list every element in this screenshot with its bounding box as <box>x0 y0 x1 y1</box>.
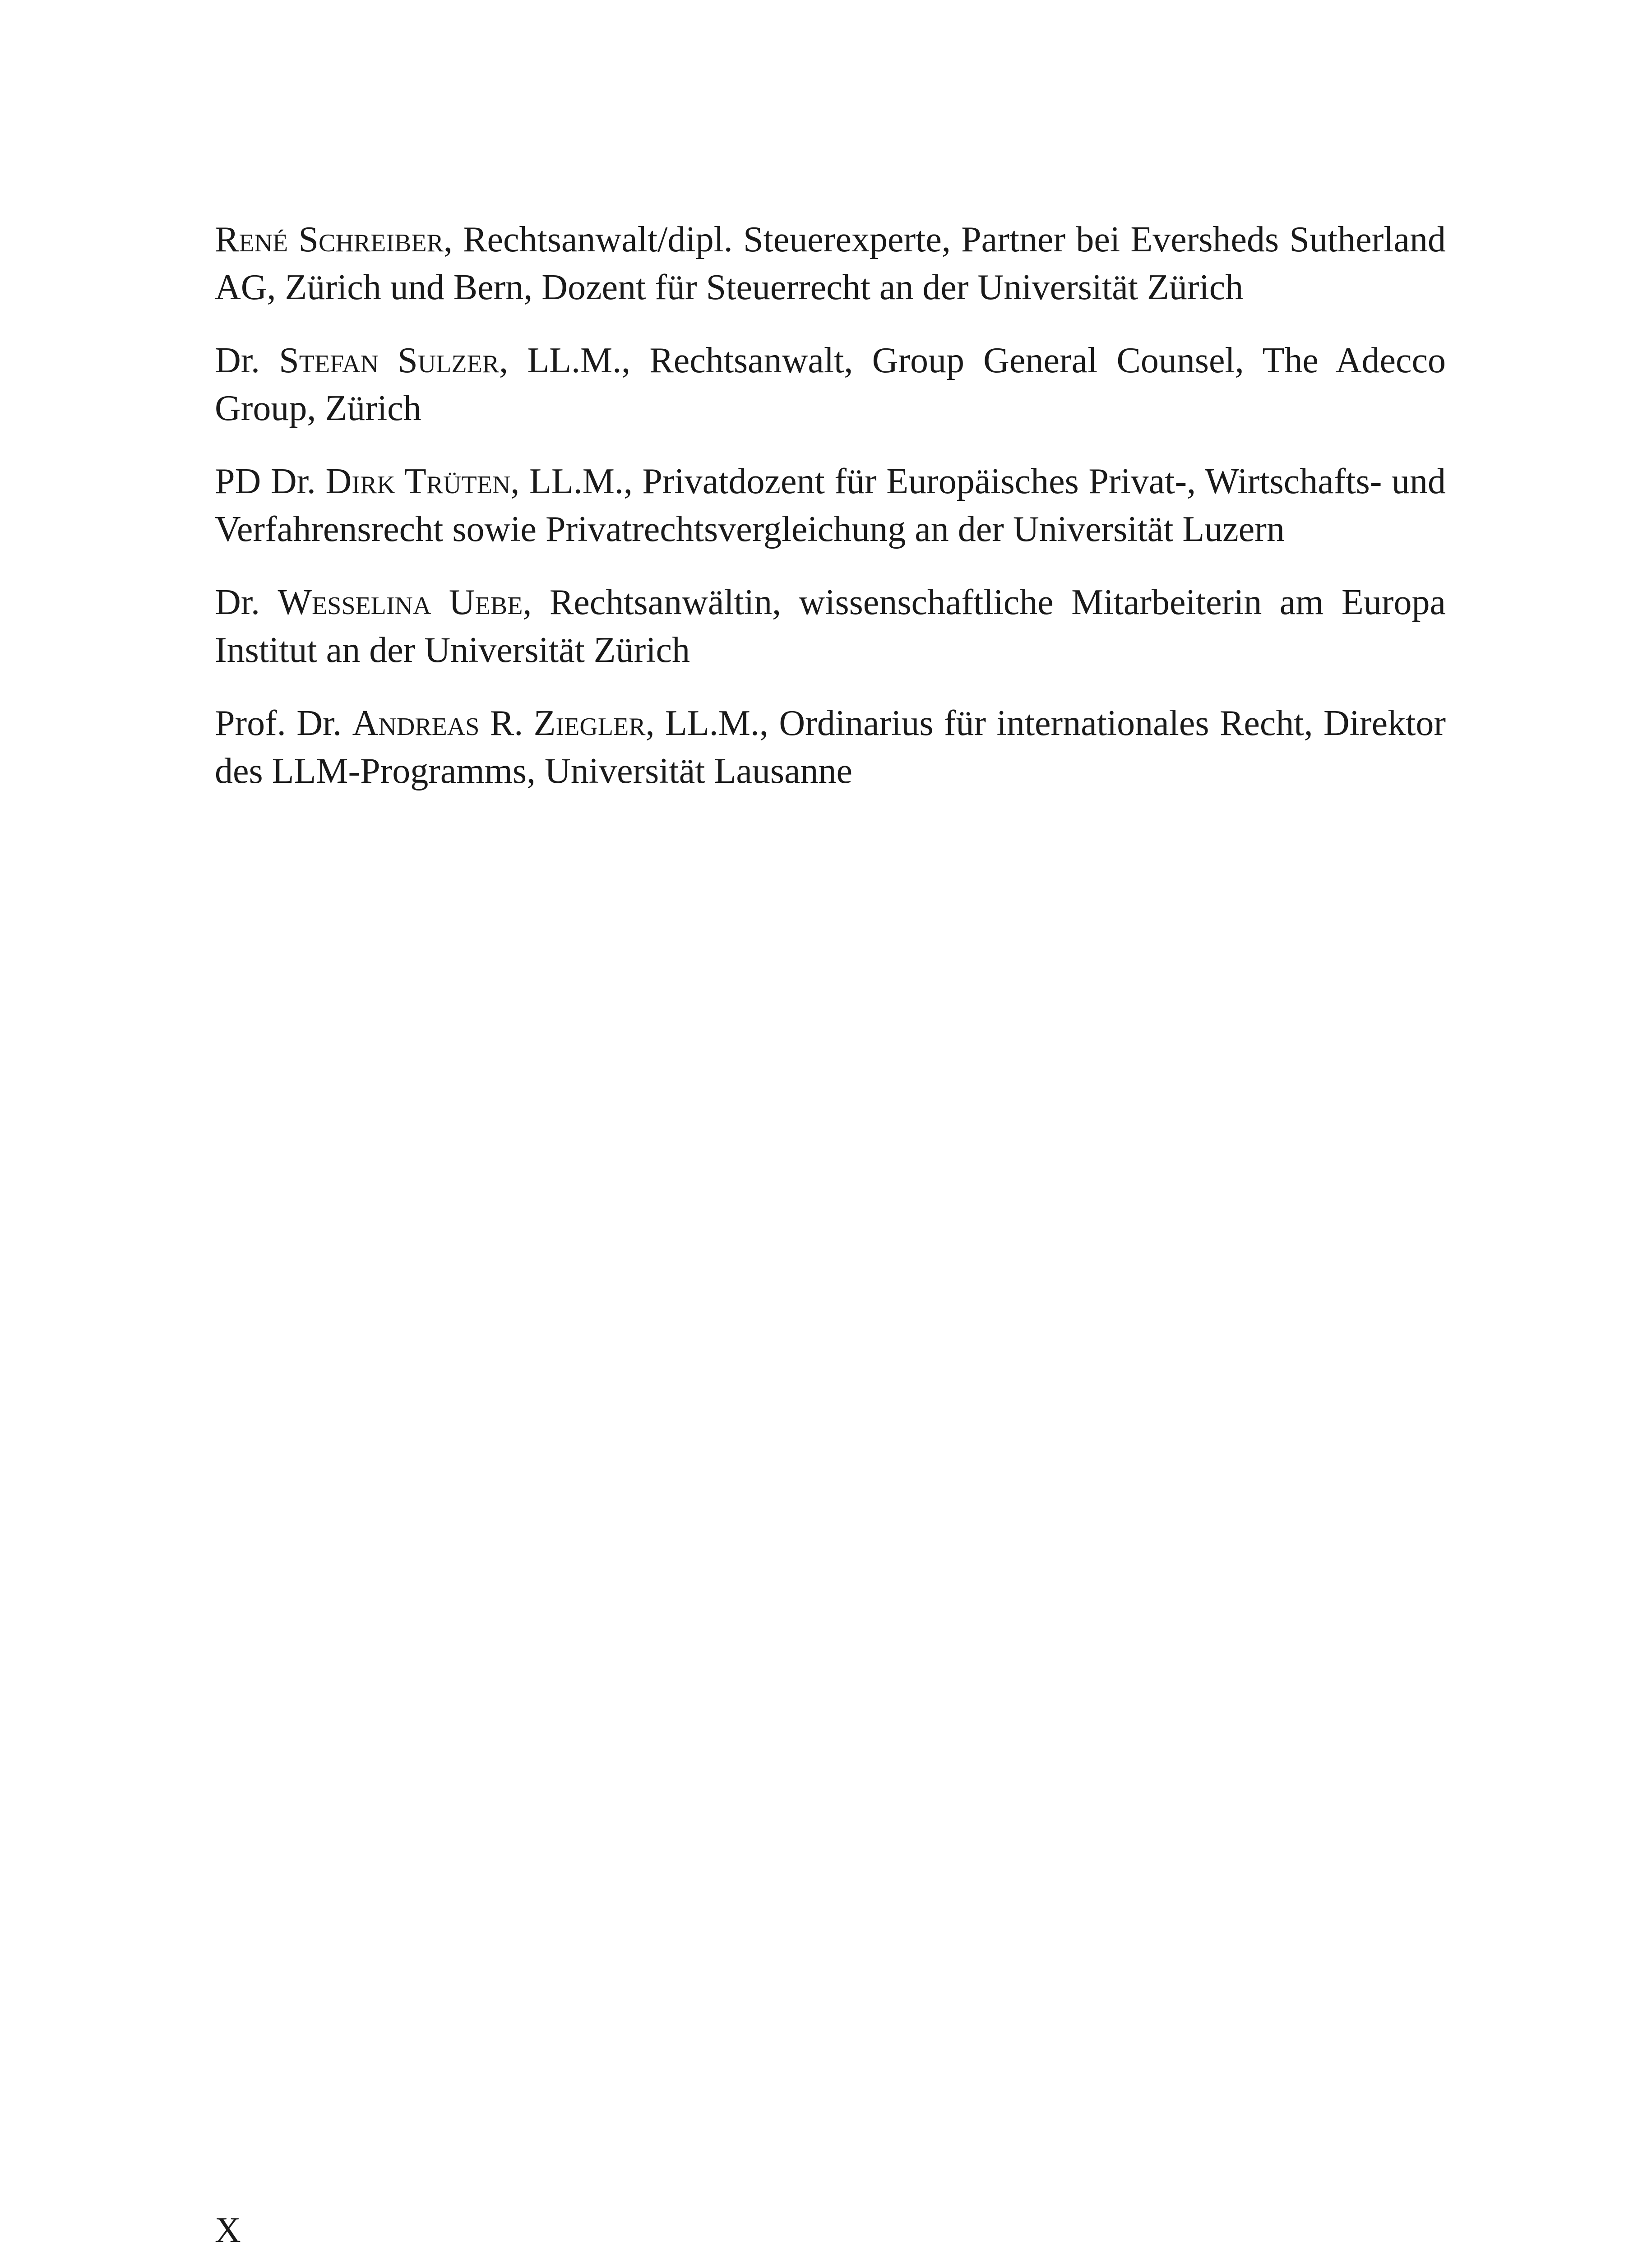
contributor-prefix: Dr. <box>215 341 279 380</box>
page-number: X <box>215 2210 241 2250</box>
contributor-prefix: PD Dr. <box>215 462 326 501</box>
contributor-entry <box>215 578 1446 674</box>
contributor-prefix: Dr. <box>215 582 278 622</box>
contributor-entry <box>215 337 1446 432</box>
contributor-description: , LL.M., Rechtsanwalt, Group General Counsel, The Adecco Group, Zürich <box>215 341 1446 428</box>
contributor-list <box>215 216 1446 820</box>
contributor-name: Stefan Sulzer <box>279 341 500 380</box>
contributor-name: Dirk Trüten <box>325 462 511 501</box>
contributor-entry <box>215 699 1446 795</box>
contributor-name: Andreas R. Ziegler <box>352 703 646 743</box>
contributor-entry <box>215 458 1446 553</box>
contributor-name: René Schreiber <box>215 220 444 259</box>
contributor-description: , LL.M., Privatdozent für Europäisches Privat-, Wirtschafts- und Verfahrensrecht sowie Privatrechtsvergleichung an der Universität Luzern <box>215 462 1446 549</box>
contributor-name: Wesselina Uebe <box>278 582 523 622</box>
contributor-prefix: Prof. Dr. <box>215 703 352 743</box>
contributor-description: , Rechtsanwältin, wissenschaftliche Mitarbeiterin am Europa Institut an der Universität Zürich <box>215 582 1446 670</box>
contributor-description: , LL.M., Ordinarius für internationales Recht, Direktor des LLM-Programms, Universität Lausanne <box>215 703 1446 791</box>
contributor-description: , Rechtsanwalt/dipl. Steuerexperte, Partner bei Eversheds Sutherland AG, Zürich und Bern, Dozent für Steuerrecht an der Universität Zürich <box>215 220 1446 307</box>
contributor-entry <box>215 216 1446 311</box>
